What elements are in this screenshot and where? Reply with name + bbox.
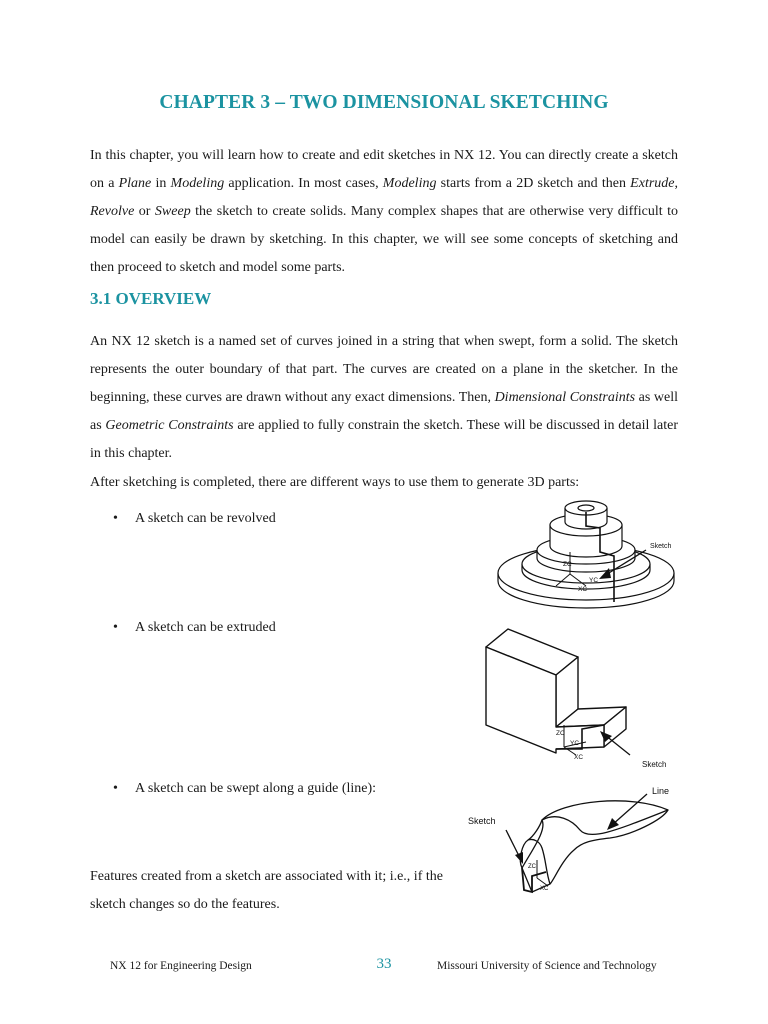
extrude-axis-x: XC	[574, 754, 584, 761]
sweep-figure	[462, 780, 682, 900]
revolve-axis-z: ZC	[563, 561, 572, 568]
footer-right: Missouri University of Science and Technology	[437, 960, 657, 972]
features-paragraph: Features created from a sketch are associated with it; i.e., if the sketch changes so do the features.	[90, 869, 443, 912]
bullet-extrude: • A sketch can be extruded	[113, 620, 276, 635]
sweep-sketch-label: Sketch	[468, 816, 496, 826]
page-number: 33	[376, 956, 392, 972]
chapter-title: CHAPTER 3 – TWO DIMENSIONAL SKETCHING	[159, 92, 609, 113]
revolve-figure	[486, 490, 686, 620]
extrude-sketch-label: Sketch	[642, 760, 667, 769]
sweep-line-label: Line	[652, 786, 670, 796]
extrude-axis-z: ZC	[556, 730, 565, 737]
overview-paragraph: An NX 12 sketch is a named set of curves joined in a string that when swept, form a solid. The sketch represents the outer boundary of that part. The curves are created on a plane in the sketcher. In the beginning, these curves are drawn without any exact dimensions. Then, Dimensional Constraints as well as Geometric Constraints are applied to fully constrain the sketch. These will be discussed in detail later in this chapter.	[90, 334, 679, 461]
extrude-axis-y: YC	[570, 740, 580, 747]
footer-left: NX 12 for Engineering Design	[110, 960, 252, 972]
intro-paragraph: In this chapter, you will learn how to create and edit sketches in NX 12. You can directly create a sketch on a Plane in Modeling application. In most cases, Modeling starts from a 2D sketch and then Extrude, Revolve or Sweep the sketch to create solids. Many complex shapes that are otherwise very difficult to model can easily be drawn by sketching. In this chapter, we will see some concepts of sketching and then proceed to sketch and model some parts.	[90, 148, 679, 275]
revolve-axis-y: YC	[589, 577, 599, 584]
sweep-axis-x: XC	[540, 886, 549, 892]
ways-paragraph: After sketching is completed, there are different ways to use them to generate 3D parts:	[90, 475, 580, 490]
revolve-axis-x: XC	[578, 586, 588, 593]
section-heading: 3.1 OVERVIEW	[90, 289, 212, 308]
revolve-sketch-label: Sketch	[650, 543, 672, 550]
bullet-sweep: • A sketch can be swept along a guide (line):	[113, 781, 377, 796]
bullet-revolve: • A sketch can be revolved	[113, 511, 276, 526]
extrude-figure	[470, 625, 680, 775]
sweep-axis-z: ZC	[528, 864, 536, 870]
